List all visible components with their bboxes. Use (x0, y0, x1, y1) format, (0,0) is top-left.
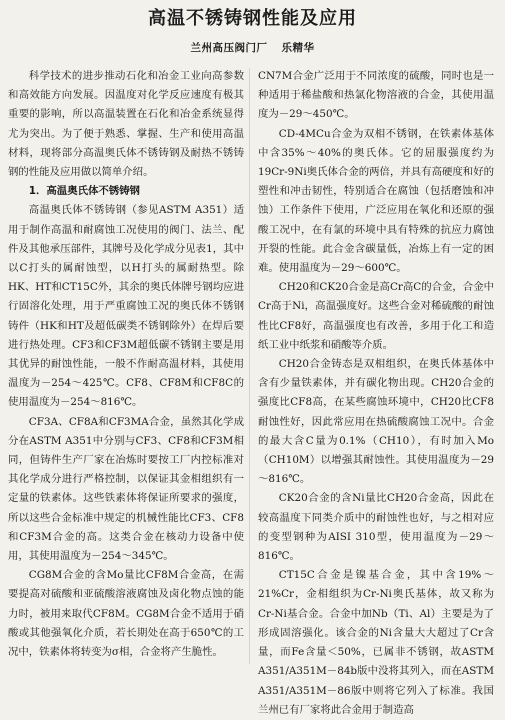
left-column (8, 67, 244, 667)
author-name: 乐精华 (281, 42, 315, 54)
column-divider (249, 68, 250, 664)
article-title: 高温不锈铸钢性能及应用 (148, 8, 357, 29)
paragraph: CH20合金铸态是双相组织，在奥氏体基体中含有少量铁素体，并有碳化物出现。CH20合金的强度比CF8高，在某些腐蚀环境中，CH20比CF8耐蚀性好，因此常应用在热硫酸腐蚀工况中。合金的最大含C量为0.1%（CH10），有时加入Mo（CH10M）以增强其耐蚀性。其使用温度为－29～816℃。 (258, 358, 494, 486)
right-column (258, 67, 494, 716)
paragraph: CN7M合金广泛用于不同浓度的硫酸，同时也是一种适用于稀盐酸和热氯化物溶液的合金，其使用温度为－29～450℃。 (258, 70, 494, 121)
paragraph: CD-4MCu合金为双相不锈钢，在铁素体基体中含35%～40%的奥氏体。它的屈服强度约为19Cr-9Ni奥氏体合金的两倍，并具有高硬度和好的塑性和冲击韧性，特别适合在腐蚀（包括磨蚀和冲蚀）工作条件下使用，广泛应用在氧化和还原的强酸工况中，在有氯的环境中具有特殊的抗应力腐蚀开裂的性能。此合金含碳量低，冶炼上有一定的困难。使用温度为－29～600℃。 (258, 127, 494, 275)
section-heading: 1．高温奥氏体不锈铸钢 (28, 185, 140, 198)
paragraph: 高温奥氏体不锈铸钢（参见ASTM A351）适用于制作高温和耐腐蚀工况使用的阀门、法兰、配件及其他承压部件，其牌号及化学成分见表1，其中以C打头的属耐蚀型，以H打头的属耐热型。除HK、HT和CT15C外，其余的奥氏体牌号钢均应进行固溶化处理，用于严重腐蚀工况的奥氏体不锈钢铸件（HK和HT及超低碳类不锈钢除外）在焊后要进行热处理。CF3和CF3M超低碳不锈钢主要是用其优异的耐蚀性能，一般不作耐高温材料，其使用温度为－254～425℃。CF8、CF8M和CF8C的使用温度为－254～816℃。 (8, 204, 244, 409)
author-affiliation: 兰州高压阀门厂 (190, 42, 268, 54)
paragraph: CH20和CK20合金是高Cr高C的合金，合金中Cr高于Ni，高温强度好。这些合金对稀硫酸的耐蚀性比CF8好，高温强度也有改善，多用于化工和造纸工业中纸浆和硝酸等介质。 (258, 281, 494, 351)
paragraph: CG8M合金的含Mo量比CF8M合金高，在需要提高对硫酸和亚硫酸溶液腐蚀及卤化物点蚀的能力时，被用来取代CF8M。CG8M合金不适用于硝酸或其他强氧化介质，若长期处在高于650℃的工况中，铁素体将转变为σ相，合金将产生脆性。 (8, 569, 244, 659)
paragraph: CK20合金的含Ni量比CH20合金高，因此在较高温度下同类介质中的耐蚀性也好，与之相对应的变型钢种为AISI 310型，使用温度为－29～816℃。 (258, 492, 494, 563)
paragraph: CF3A、CF8A和CF3MA合金，虽然其化学成分在ASTM A351中分别与CF3、CF8和CF3M相同，但铸件生产厂家在冶炼时要按工厂内控标准对其化学成分进行严格控制，以保证其金相组织有一定量的铁素体。这些铁素体将保证所要求的强度，所以这些合金标准中规定的机械性能比CF3、CF8和CF3M合金的高。这类合金在核动力设备中使用，其使用温度为－254～345℃。 (8, 415, 244, 563)
article-authors (0, 40, 505, 55)
paragraph: CT15C合金是镍基合金，其中含19%～21%Cr，金相组织为Cr-Ni奥氏基体，故又称为Cr-Ni基合金。合金中加Nb（Ti、Al）主要是为了形成固溶强化。该合金的Ni含量大大超过了Cr含量，而Fe含量＜50%，已属非不锈钢，故ASTM A351/A351M－84b版中没将其列入，而在ASTM A351/A351M－86版中则将它列入了标准。我国兰州已有厂家将此合金用于制造高 (258, 569, 494, 716)
paragraph: 科学技术的进步推动石化和冶金工业向高参数和高效能方向发展。因温度对化学反应速度有极其重要的影响，所以高温装置在石化和冶金系统显得尤为突出。为了便于熟悉、掌握、生产和使用高温材料，现将部分高温奥氏体不锈铸钢及耐热不锈铸钢的性能及应用做以简单介绍。 (8, 70, 244, 179)
